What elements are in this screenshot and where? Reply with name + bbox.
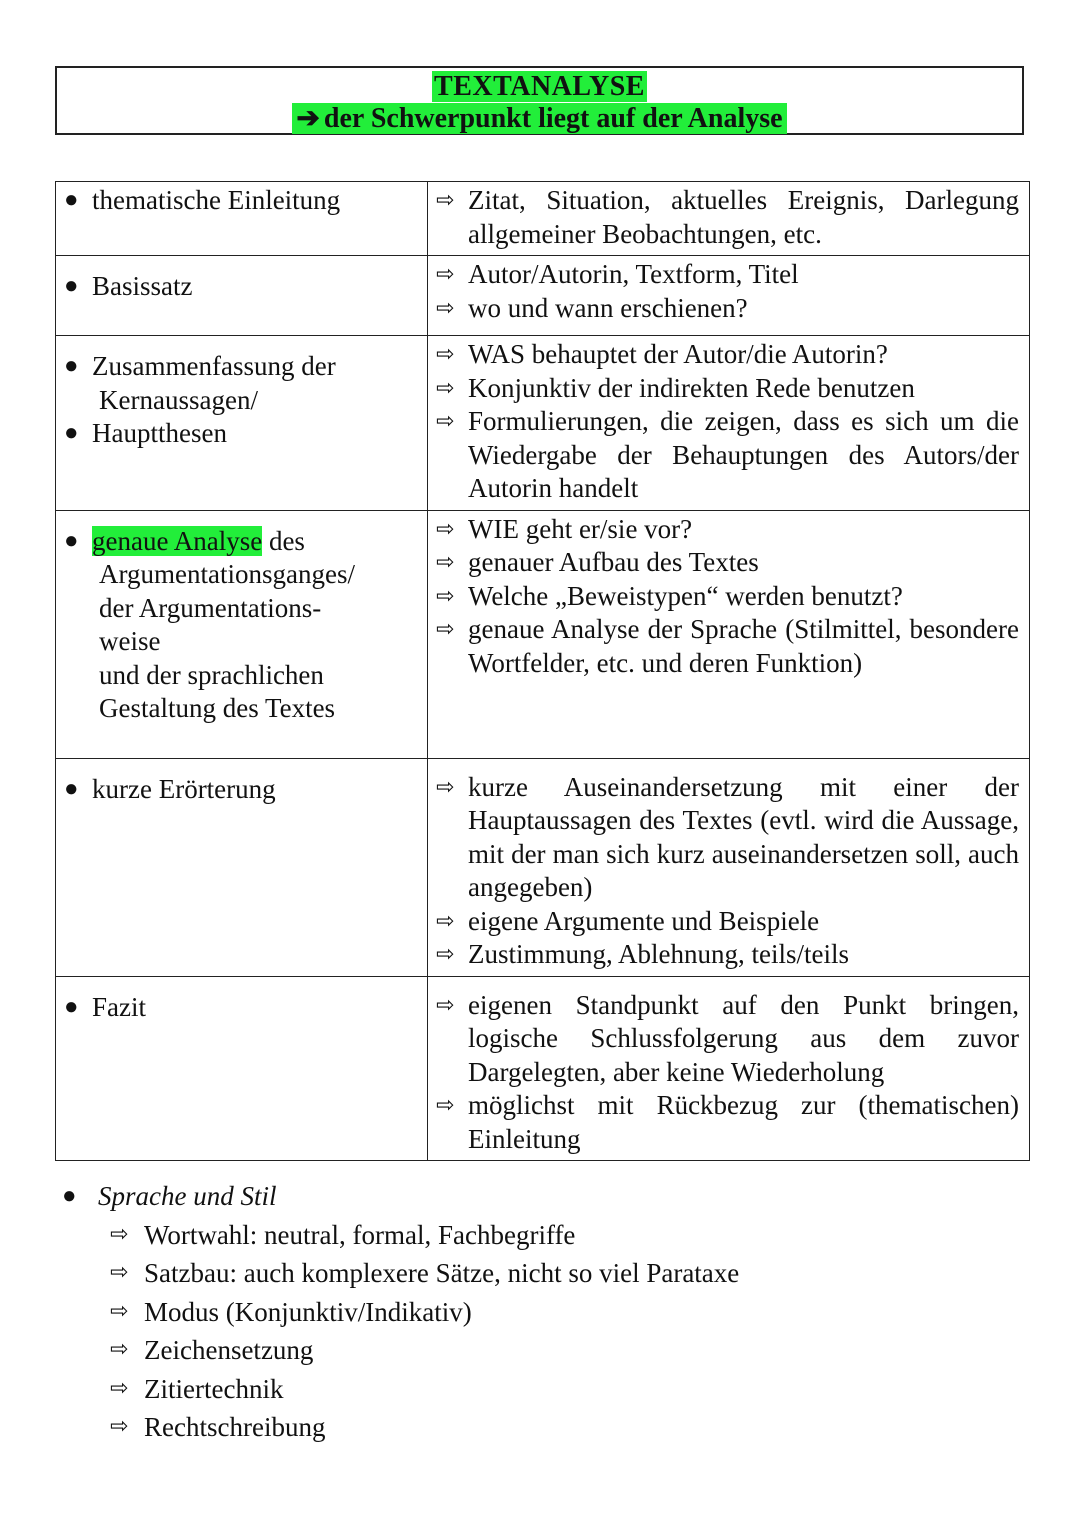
table-row [56, 758, 1030, 976]
bullet-icon: ● [62, 1183, 77, 1209]
arrow-icon: ⇨ [436, 295, 455, 321]
list-item: ⇨ Zustimmung, Ablehnung, teils/teils [436, 938, 1019, 972]
section-label-cont: der Argumentations- [99, 592, 322, 623]
arrow-icon: ⇨ [436, 942, 455, 967]
section-label-cont: Argumentationsganges/ [99, 559, 355, 589]
title-box [55, 66, 1024, 135]
right-cell [428, 336, 1030, 511]
list-item: ⇨ Zitiertechnik [62, 1370, 739, 1409]
left-cell [56, 758, 428, 976]
right-cell [428, 182, 1030, 256]
left-cell [56, 976, 428, 1161]
section-label: kurze Erörterung [92, 773, 276, 804]
arrow-icon: ⇨ [110, 1298, 129, 1324]
list-item: ⇨ möglichst mit Rückbezug zur (thematischen) Einleitung [436, 1090, 1019, 1154]
list-item: ⇨ Wortwahl: neutral, formal, Fachbegriffe [62, 1216, 739, 1255]
page-title: TEXTANALYSE [434, 71, 645, 102]
list-item: ⇨ Formulierungen, die zeigen, dass es sich um die Wiedergabe der Behauptungen des Autors/der Autorin handelt [436, 406, 1019, 503]
list-item: ⇨ Welche „Beweistypen“ werden benutzt? [436, 580, 1019, 614]
arrow-icon: ⇨ [436, 992, 455, 1018]
table-row [56, 182, 1030, 256]
arrow-icon: ⇨ [436, 550, 455, 575]
arrow-icon: ⇨ [436, 1093, 455, 1118]
arrow-icon: ⇨ [110, 1375, 129, 1401]
section-label: Basissatz [92, 271, 193, 301]
bullet-icon: ● [64, 420, 79, 446]
table-row [56, 510, 1030, 758]
table-row [56, 976, 1030, 1161]
arrow-icon: ⇨ [436, 908, 455, 934]
section-label-cont: weise [99, 626, 161, 656]
list-item: ⇨ Zeichensetzung [62, 1331, 739, 1370]
left-cell [56, 182, 428, 256]
list-item: ⇨ Autor/Autorin, Textform, Titel [436, 258, 1019, 292]
right-cell [428, 976, 1030, 1161]
section-label: Fazit [92, 991, 146, 1022]
list-item: ⇨ Rechtschreibung [62, 1408, 739, 1447]
bullet-icon: ● [64, 527, 79, 554]
list-item: ⇨ genaue Analyse der Sprache (Stilmittel, besondere Wortfelder, etc. und deren Funktion) [436, 614, 1019, 678]
page-subtitle: der Schwerpunkt liegt auf der Analyse [323, 103, 783, 134]
right-cell [428, 510, 1030, 758]
section-label: Zusammenfassung der [92, 351, 336, 381]
list-item: ⇨ WAS behauptet der Autor/die Autorin? [436, 338, 1019, 372]
arrow-icon: ⇨ [436, 262, 455, 287]
list-item: ⇨ Modus (Konjunktiv/Indikativ) [62, 1293, 739, 1332]
arrow-icon: ⇨ [110, 1221, 129, 1247]
left-cell [56, 336, 428, 511]
arrow-icon: ⇨ [110, 1337, 129, 1362]
arrow-icon: ⇨ [436, 409, 455, 434]
arrow-icon: ⇨ [436, 774, 455, 800]
bullet-icon: ● [64, 775, 79, 802]
arrow-icon: ⇨ [436, 583, 455, 609]
bullet-icon: ● [64, 353, 79, 379]
highlight-text: genaue Analyse [92, 525, 263, 556]
right-cell [428, 758, 1030, 976]
bullet-icon: ● [64, 993, 79, 1020]
section-label: thematische Einleitung [92, 185, 341, 215]
title-subline [292, 103, 786, 134]
list-item: ⇨ wo und wann erschienen? [436, 292, 1019, 326]
arrow-icon: ⇨ [436, 617, 455, 642]
section-label: Hauptthesen [92, 418, 227, 448]
list-item: ⇨ genauer Aufbau des Textes [436, 546, 1019, 580]
arrow-icon: ⇨ [110, 1414, 129, 1439]
list-item: ⇨ kurze Auseinandersetzung mit einer der Hauptaussagen des Textes (evtl. wird die Aussage, mit der man sich kurz auseinandersetzen soll, auch angegeben) [436, 771, 1019, 902]
list-item: ⇨ Zitat, Situation, aktuelles Ereignis, Darlegung allgemeiner Beobachtungen, etc. [436, 185, 1019, 249]
section-label-cont: und der sprachlichen [99, 659, 324, 690]
list-item: ⇨ Satzbau: auch komplexere Sätze, nicht so viel Parataxe [62, 1254, 739, 1293]
arrow-icon: ⇨ [436, 516, 455, 542]
section-heading: Sprache und Stil [98, 1181, 277, 1211]
arrow-icon: ⇨ [436, 342, 455, 367]
style-section [62, 1177, 739, 1447]
list-item: ⇨ eigenen Standpunkt auf den Punkt bringen, logische Schlussfolgerung aus dem zuvor Dargelegten, aber keine Wiederholung [436, 989, 1019, 1087]
section-label-cont: Kernaussagen/ [99, 384, 258, 415]
bullet-icon: ● [64, 187, 79, 213]
arrow-icon: ⇨ [110, 1260, 129, 1285]
structure-table [55, 181, 1030, 1161]
section-label-cont: Gestaltung des Textes [99, 693, 336, 723]
list-item: ⇨ WIE geht er/sie vor? [436, 513, 1019, 547]
arrow-icon: ⇨ [436, 188, 455, 213]
arrow-icon: ⇨ [436, 375, 455, 401]
arrow-right-icon: ➔ [296, 103, 320, 134]
table-row [56, 256, 1030, 336]
left-cell [56, 256, 428, 336]
table-row [56, 336, 1030, 511]
left-cell: ● genaue Analyse des Argumentationsganges/ der Argumentations- weise und der sprachlichen Gestaltung des Textes [56, 510, 428, 758]
right-cell [428, 256, 1030, 336]
list-item: ⇨ eigene Argumente und Beispiele [436, 905, 1019, 939]
list-item: ⇨ Konjunktiv der indirekten Rede benutzen [436, 372, 1019, 406]
bullet-icon: ● [64, 273, 79, 299]
